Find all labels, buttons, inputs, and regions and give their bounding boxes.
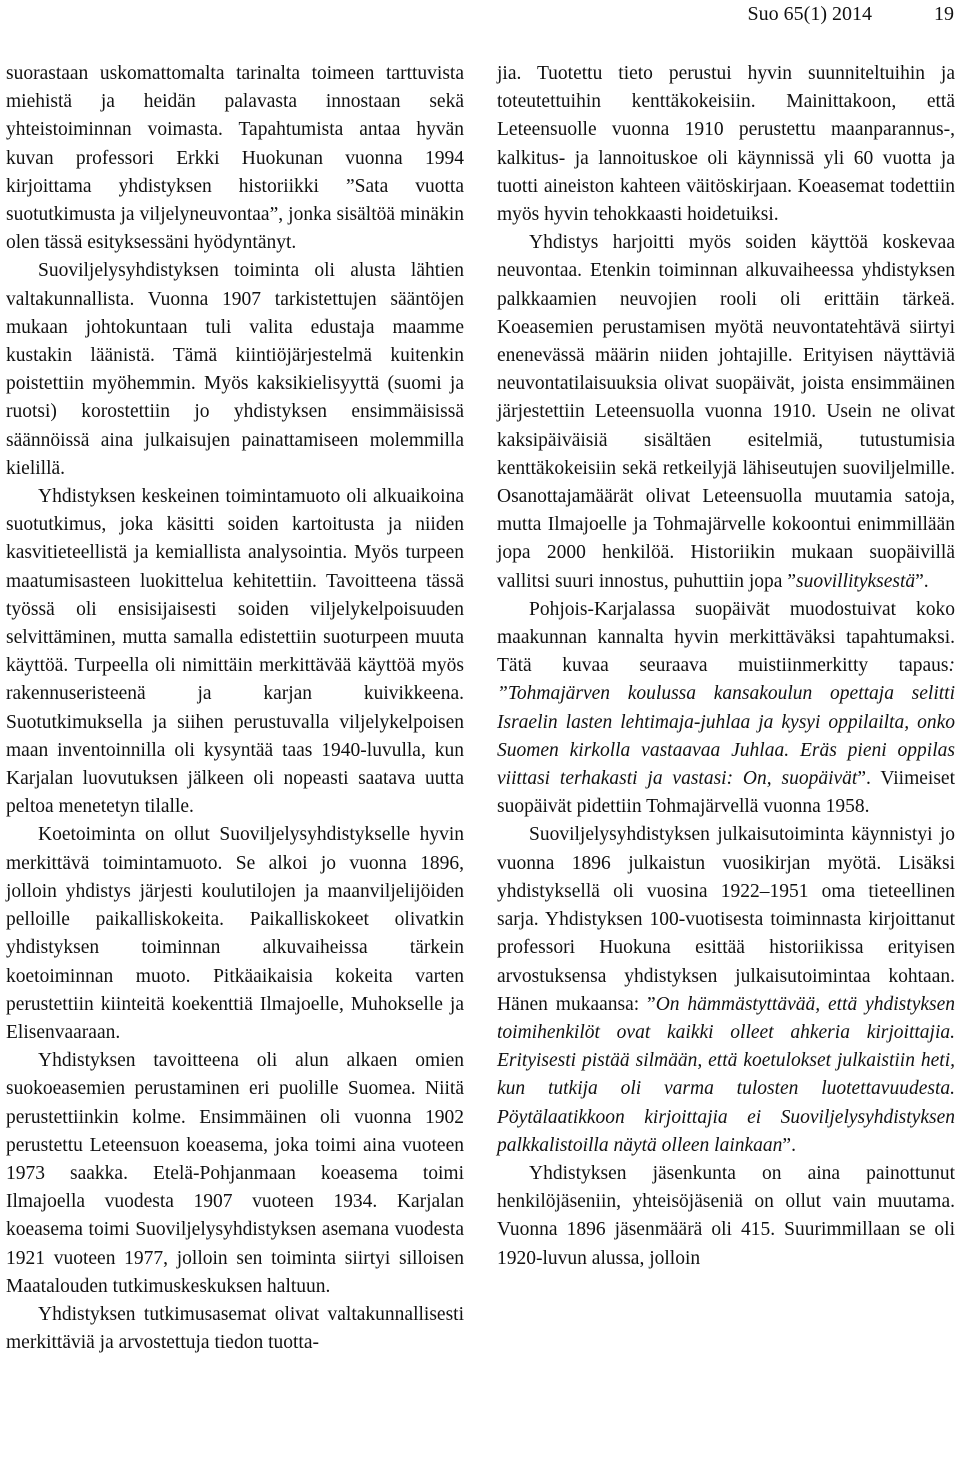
paragraph-text: Suoviljelysyhdistyksen julkaisutoiminta käynnistyi jo vuonna 1896 julkaistun vuosikirjan myötä. Lisäksi yhdistyksellä oli vuosina 1922–1951 oma tieteellinen sarja. Yhdistyksen 100-vuotisesta toiminnasta kirjoittanut professori Huokuna esittää historiikissa erityisen arvostuksensa yhdistyksen julkaisutoimintaa kohtaan. Hänen mukaansa: ” xyxy=(497,824,955,1015)
paragraph: Yhdistyksen jäsenkunta on aina painottunut henkilöjäseniin, yhteisöjäseniä on ollut vain muutama. Vuonna 1896 jäsenmäärä oli 415. Suurimmillaan se oli 1920-luvun alussa, jolloin xyxy=(497,1162,955,1269)
page-header xyxy=(0,0,960,28)
page-number: 19 xyxy=(934,3,954,25)
italic-term: suovillityksestä xyxy=(796,570,916,592)
paragraph: Yhdistyksen tavoitteena oli alun alkaen omien suokoeasemien perustaminen eri puolille Suomea. Niitä perustettiinkin kolme. Ensimmäinen oli vuonna 1902 perustettu Leteensuon koeasema, joka toimi aina vuoteen 1973 saakka. Etelä-Pohjanmaan koeasema toimi Ilmajoella vuodesta 1907 vuoteen 1934. Karjalan koeasema toimi Suoviljelysyhdistyksen asemana vuodesta 1921 vuoteen 1977, jolloin sen toiminta siirtyi silloisen Maatalouden tutkimuskeskuksen haltuun. xyxy=(6,1050,464,1297)
paragraph-text: ”. xyxy=(915,570,929,592)
paragraph: Suoviljelysyhdistyksen toiminta oli alusta lähtien valtakunnallista. Vuonna 1907 tarkistettujen sääntöjen mukaan johtokuntaan tuli valita edustaja maamme kustakin läänistä. Tämä kiintiöjärjestelmä kuitenkin poistettiin myöhemmin. Myös kaksikielisyyttä (suomi ja ruotsi) korostettiin jo yhdistyksen ensimmäisissä säännöissä aina julkaisujen painattamiseen molemmilla kielillä. xyxy=(6,260,464,479)
paragraph xyxy=(497,821,955,1159)
paragraph-text: ”. xyxy=(782,1134,796,1156)
paragraph: Yhdistyksen tutkimusasemat olivat valtakunnallisesti merkittäviä ja arvostettuja tiedon tuotta- xyxy=(6,1303,464,1354)
journal-citation: Suo 65(1) 2014 xyxy=(747,3,872,25)
paragraph: suorastaan uskomattomalta tarinalta toimeen tarttuvista miehistä ja heidän palavasta innostaan sekä yhteistoiminnan voimasta. Tapahtumista antaa hyvän kuvan professori Erkki Huokunan vuonna 1994 kirjoittama yhdistyksen historiikki ”Sata vuotta suotutkimusta ja viljelyneuvontaa”, jonka sisältöä minäkin olen tässä esityksessäni hyödyntänyt. xyxy=(6,63,464,254)
paragraph xyxy=(497,229,955,596)
italic-quote: On hämmästyttävää, että yhdistyksen toimihenkilöt ovat kaikki olleet ahkeria kirjoittajia. Erityisesti pistää silmään, että koetulokset julkaistiin heti, kun tutkija oli varma tulosten luotettavuudesta. Pöytälaatikkoon kirjoittajia ei Suoviljelysyhdistyksen palkkalistoilla näytä olleen lainkaan xyxy=(497,993,955,1156)
italic-quote: : ”Tohmajärven koulussa kansakoulun opettaja selitti Israelin lasten lehtimaja-juhlaa ja kysyi oppilailta, onko Suomen kirkolla vastaavaa Juhlaa. Eräs pieni oppilas viittasi terhakasti ja vastasi: On, suopäivät xyxy=(497,655,955,790)
paragraph: Yhdistyksen keskeinen toimintamuoto oli alkuaikoina suotutkimus, joka käsitti soiden kartoitusta ja niiden kasvitieteellistä ja kemiallista analysointia. Myös turpeen maatumisasteen luokittelua kehitettiin. Tavoitteena tässä työssä oli ensisijaisesti soiden viljelykelpoisuuden selvittäminen, mutta samalla edistettiin suoturpeen muuta käyttöä. Turpeella oli nimittäin merkittävää käyttöä myös rakennuseristeenä ja karjan kuivikkeena. Suotutkimuksella ja siihen perustuvalla viljelykelpoisen maan inventoinnilla oli kysyntää taas 1940-luvulla, kun Karjalan luovutuksen jälkeen oli nopeasti saatava uutta peltoa menetetyn tilalle. xyxy=(6,486,464,818)
paragraph: jia. Tuotettu tieto perustui hyvin suunniteltuihin ja toteutettuihin kenttäkokeisiin. Mainittakoon, että Leteensuolle vuonna 1910 perustettu maanparannus-, kalkitus- ja lannoituskoe oli käynnissä yli 60 vuotta ja tuotti aineiston kahteen väitöskirjaan. Koeasemat todettiin myös hyvin tehokkaasti hoidetuiksi. xyxy=(497,63,955,226)
paragraph: Koetoiminta on ollut Suoviljelysyhdistykselle hyvin merkittävä toimintamuoto. Se alkoi jo vuonna 1896, jolloin yhdistys järjesti koulutilojen ja maanviljelijöiden pelloille paikalliskokeita. Paikalliskokeet olivatkin yhdistyksen toiminnan alkuvaiheissa tärkein koetoiminnan muoto. Pitkäaikaisia kokeita varten perustettiin kiinteitä koekenttiä Ilmajoelle, Muhokselle ja Elisenvaaraan. xyxy=(6,824,464,1043)
left-column xyxy=(6,60,464,1357)
paragraph-text: Pohjois-Karjalassa suopäivät muodostuivat koko maakunnan kannalta hyvin merkittäväksi tapahtumaksi. Tätä kuvaa seuraava muistiinmerkitty tapaus xyxy=(497,598,955,677)
paragraph-text: Yhdistys harjoitti myös soiden käyttöä koskevaa neuvontaa. Etenkin toiminnan alkuvaiheessa yhdistyksen palkkaamien neuvojien rooli oli erittäin tärkeä. Koeasemien perustamisen myötä neuvontatehtävä siirtyi enenevässä määrin niiden johtajille. Erityisen näyttäviä neuvontatilaisuuksia olivat suopäivät, joista ensimmäinen järjestettiin Leteensuolla vuonna 1910. Usein ne olivat kaksipäiväisiä sisältäen esitelmiä, tutustumisia kenttäkokeisiin sekä retkeilyjä lähiseutujen suoviljelmille. Osanottajamäärät olivat Leteensuolla muutamia satoja, mutta Ilmajoelle ja Tohmajärvelle kokoontui enimmillään jopa 2000 henkilöä. Historiikin mukaan suopäivillä vallitsi suuri innostus, puhuttiin jopa ” xyxy=(497,232,955,592)
paragraph-text: ”. Viimeiset suopäivät pidettiin Tohmajärvellä vuonna 1958. xyxy=(497,768,956,818)
paragraph xyxy=(497,596,955,822)
right-column xyxy=(497,60,955,1273)
